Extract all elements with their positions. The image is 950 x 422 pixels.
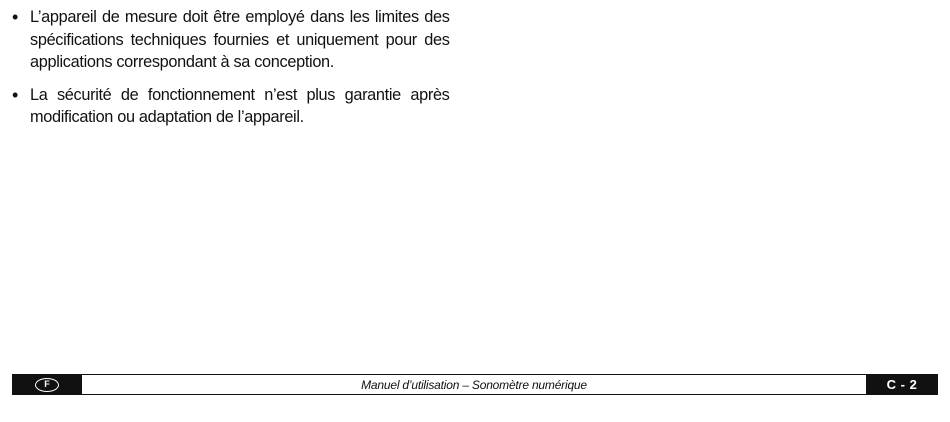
document-body — [12, 6, 467, 139]
list-item — [12, 6, 467, 74]
bullet-icon: • — [12, 7, 19, 27]
footer-country-block — [12, 374, 82, 395]
bullet-icon: • — [12, 84, 19, 105]
footer-title: Manuel d’utilisation – Sonomètre numérique — [82, 374, 866, 395]
bullet-text: La sécurité de fonctionnement n’est plus garantie après modification ou adaptation de l’appareil. — [30, 84, 450, 126]
bullet-text: L’appareil de mesure doit être employé dans les limites des spécifications techniques fournies et uniquement pour des applications correspondant à sa conception. — [30, 7, 450, 71]
page-footer — [12, 374, 938, 395]
page-number: C - 2 — [866, 374, 938, 395]
country-code-badge: F — [35, 378, 59, 392]
list-item — [12, 84, 467, 129]
